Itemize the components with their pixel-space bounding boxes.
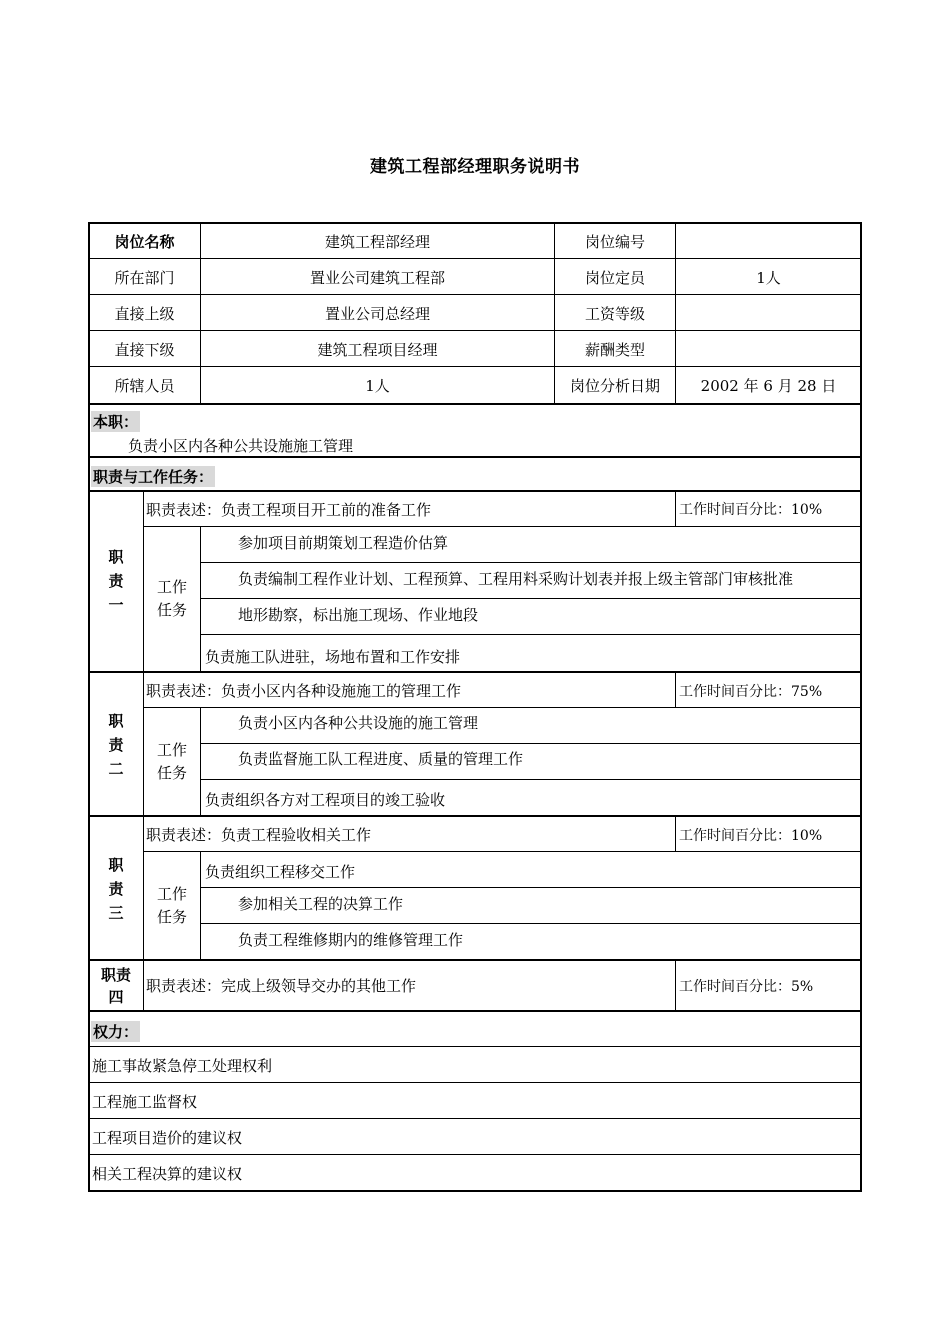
duty-four-heading bbox=[89, 961, 143, 1010]
task-label-line: 任务 bbox=[156, 908, 187, 926]
direct-superior-value: 置业公司总经理 bbox=[324, 304, 430, 323]
main-duty-text: 负责小区内各种公共设施施工管理 bbox=[128, 436, 354, 455]
power-item: 施工事故紧急停工处理权利 bbox=[92, 1056, 273, 1075]
duty-one-task: 负责施工队进驻，场地布置和工作安排 bbox=[205, 647, 461, 666]
row-divider bbox=[144, 851, 861, 852]
power-item: 工程施工监督权 bbox=[92, 1092, 198, 1111]
duty-two-description: 职责表述：负责小区内各种设施施工的管理工作 bbox=[146, 682, 462, 700]
headcount-value: 1人 bbox=[756, 268, 781, 287]
heading-char: 一 bbox=[108, 596, 124, 614]
heading-char: 三 bbox=[108, 903, 124, 922]
duty-three-heading bbox=[89, 817, 143, 960]
heading-char: 职 bbox=[108, 548, 124, 566]
duty-three-task: 参加相关工程的决算工作 bbox=[238, 894, 404, 913]
salary-grade-label: 工资等级 bbox=[584, 304, 645, 323]
power-label: 权力： bbox=[93, 1022, 139, 1041]
duty-four-description: 职责表述：完成上级领导交办的其他工作 bbox=[146, 977, 417, 995]
task-column-divider bbox=[200, 527, 201, 671]
staff-count-label: 所辖人员 bbox=[114, 376, 175, 395]
duty-one-percentage: 工作时间百分比：10% bbox=[679, 502, 823, 518]
section-divider bbox=[89, 456, 861, 458]
task-label-line: 工作 bbox=[156, 578, 187, 596]
duty-one-task-label bbox=[144, 527, 200, 671]
duty-two-task: 负责组织各方对工程项目的竣工验收 bbox=[205, 790, 446, 809]
duty-two-task: 负责小区内各种公共设施的施工管理 bbox=[238, 713, 479, 732]
main-duty-label-wrap bbox=[91, 410, 140, 432]
staff-count-value: 1人 bbox=[365, 376, 390, 395]
task-label-line: 工作 bbox=[156, 885, 187, 903]
row-divider bbox=[89, 1082, 861, 1083]
row-divider bbox=[201, 779, 861, 780]
heading-char: 职 bbox=[108, 855, 124, 874]
pct-column-divider bbox=[675, 491, 676, 527]
duty-one-description: 职责表述：负责工程项目开工前的准备工作 bbox=[146, 500, 432, 519]
task-label-line: 任务 bbox=[156, 764, 187, 782]
duty-three-percentage: 工作时间百分比：10% bbox=[679, 827, 823, 844]
direct-subordinate-value: 建筑工程项目经理 bbox=[317, 340, 438, 359]
position-name-value: 建筑工程部经理 bbox=[324, 232, 430, 251]
pay-type-value bbox=[676, 331, 861, 367]
duty-one-task: 地形勘察，标出施工现场、作业地段 bbox=[238, 605, 479, 624]
task-column-divider bbox=[200, 708, 201, 816]
analysis-date-label: 岗位分析日期 bbox=[569, 376, 660, 395]
position-name-label: 岗位名称 bbox=[114, 232, 175, 251]
duty-three-description: 职责表述：负责工程验收相关工作 bbox=[146, 826, 372, 844]
heading-char: 责 bbox=[108, 572, 124, 590]
heading-char: 职 bbox=[108, 711, 124, 730]
task-label-line: 任务 bbox=[156, 601, 187, 619]
pct-column-divider bbox=[675, 817, 676, 852]
pct-column-divider bbox=[675, 961, 676, 1010]
duty-one-task: 参加项目前期策划工程造价估算 bbox=[238, 533, 449, 552]
department-label: 所在部门 bbox=[114, 268, 175, 287]
duty-three-task: 负责组织工程移交工作 bbox=[205, 862, 356, 881]
power-item: 相关工程决算的建议权 bbox=[92, 1164, 243, 1183]
heading-char: 责 bbox=[108, 735, 124, 754]
position-number-label: 岗位编号 bbox=[584, 232, 645, 251]
heading-char: 二 bbox=[108, 759, 124, 778]
direct-superior-label: 直接上级 bbox=[114, 304, 175, 323]
power-label-wrap bbox=[91, 1018, 140, 1044]
section-divider bbox=[89, 403, 861, 405]
heading-char: 四 bbox=[108, 987, 124, 1006]
duty-one-task: 负责编制工程作业计划、工程预算、工程用料采购计划表并报上级主管部门审核批准 bbox=[238, 569, 794, 588]
duty-one-heading bbox=[89, 491, 143, 671]
headcount-label: 岗位定员 bbox=[584, 268, 645, 287]
department-value: 置业公司建筑工程部 bbox=[309, 268, 445, 287]
heading-char: 职责 bbox=[100, 965, 131, 984]
direct-subordinate-label: 直接下级 bbox=[114, 340, 175, 359]
duty-two-task: 负责监督施工队工程进度、质量的管理工作 bbox=[238, 749, 524, 768]
duty-two-task-label bbox=[144, 708, 200, 816]
pay-type-label: 薪酬类型 bbox=[584, 340, 645, 359]
power-item: 工程项目造价的建议权 bbox=[92, 1128, 243, 1147]
duties-label-wrap bbox=[91, 464, 215, 488]
duties-label: 职责与工作任务： bbox=[93, 467, 214, 486]
section-divider bbox=[89, 1010, 861, 1012]
duty-two-heading bbox=[89, 673, 143, 816]
task-label-line: 工作 bbox=[156, 741, 187, 759]
pct-column-divider bbox=[675, 673, 676, 708]
position-number-value bbox=[676, 223, 861, 259]
duty-two-percentage: 工作时间百分比：75% bbox=[679, 683, 823, 700]
document-title: 建筑工程部经理职务说明书 bbox=[370, 157, 580, 177]
duty-three-task: 负责工程维修期内的维修管理工作 bbox=[238, 930, 464, 949]
duty-three-task-label bbox=[144, 852, 200, 960]
main-duty-label: 本职： bbox=[93, 412, 139, 431]
duty-four-percentage: 工作时间百分比：5% bbox=[679, 978, 814, 995]
analysis-date-value: 2002 年 6 月 28 日 bbox=[700, 376, 837, 395]
heading-char: 责 bbox=[108, 879, 124, 898]
task-column-divider bbox=[200, 852, 201, 960]
row-divider bbox=[201, 634, 861, 635]
salary-grade-value bbox=[676, 295, 861, 331]
